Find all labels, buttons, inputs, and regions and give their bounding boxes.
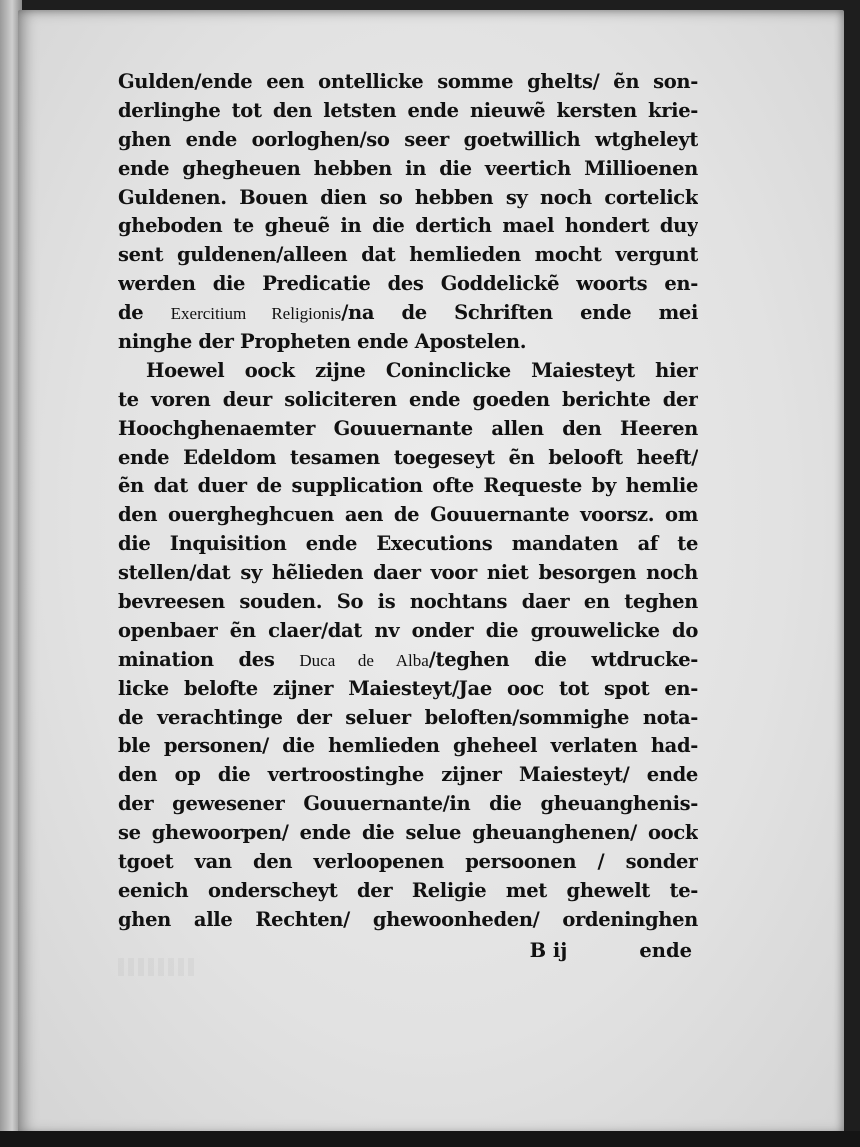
blackletter-segment: Guldenen. Bouen dien so hebben sy noch cortelick bbox=[118, 185, 698, 209]
blackletter-segment: tgoet van den verloopenen persoonen / sonder bbox=[118, 850, 698, 874]
blackletter-segment: Gulden/ende een ontellicke somme ghelts/ ẽn son- bbox=[118, 70, 698, 93]
blackletter-segment: ende ghegheuen hebben in die veertich Millioenen bbox=[118, 156, 698, 180]
text-line bbox=[118, 848, 698, 877]
text-line bbox=[118, 472, 698, 501]
blackletter-segment: Hoewel oock zijne Coninclicke Maiesteyt hier bbox=[146, 358, 698, 382]
text-line bbox=[118, 97, 698, 126]
text-line bbox=[118, 675, 698, 704]
blackletter-segment: /teghen die wtdrucke- bbox=[428, 647, 698, 671]
blackletter-segment: sent guldenen/alleen dat hemlieden mocht vergunt bbox=[118, 243, 698, 267]
text-line bbox=[118, 790, 698, 819]
blackletter-segment: de verachtinge der seluer beloften/sommighe nota- bbox=[118, 705, 698, 729]
text-line bbox=[118, 357, 698, 386]
blackletter-segment: der gewesener Gouuernante/in die gheuanghenis- bbox=[118, 792, 698, 816]
text-line bbox=[118, 155, 698, 184]
text-line bbox=[118, 212, 698, 241]
text-line bbox=[118, 386, 698, 415]
text-line bbox=[118, 184, 698, 213]
roman-type-segment: Duca de Alba bbox=[299, 650, 429, 670]
text-line bbox=[118, 819, 698, 848]
blackletter-segment: ende Edeldom tesamen toegeseyt ẽn belooft heeft/ bbox=[118, 445, 698, 469]
text-line bbox=[118, 126, 698, 155]
blackletter-segment: ninghe der Propheten ende Apostelen. bbox=[118, 330, 527, 354]
signature-mark: B ij bbox=[529, 938, 568, 962]
text-line bbox=[118, 415, 698, 444]
scan-bottom-shadow bbox=[0, 1131, 860, 1147]
blackletter-segment: de bbox=[118, 301, 171, 325]
text-line bbox=[118, 906, 698, 935]
text-line bbox=[118, 241, 698, 270]
blackletter-segment: openbaer ẽn claer/dat nv onder die grouwelicke do bbox=[118, 618, 698, 642]
text-line bbox=[118, 588, 698, 617]
blackletter-segment: die Inquisition ende Executions mandaten af te bbox=[118, 532, 698, 556]
text-line bbox=[118, 732, 698, 761]
text-line bbox=[118, 559, 698, 588]
blackletter-segment: ble personen/ die hemlieden gheheel verlaten had- bbox=[118, 734, 698, 758]
blackletter-segment: stellen/dat sy hẽlieden daer voor niet besorgen noch bbox=[118, 561, 698, 585]
blackletter-segment: te voren deur soliciteren ende goeden berichte der bbox=[118, 387, 698, 411]
text-line bbox=[118, 328, 698, 357]
blackletter-segment: gheboden te gheuẽ in die dertich mael hondert duy bbox=[118, 214, 698, 238]
blackletter-segment: ghen alle Rechten/ ghewoonheden/ ordeninghen bbox=[118, 907, 698, 931]
blackletter-segment: ẽn dat duer de supplication ofte Requeste by hemlie bbox=[118, 474, 698, 498]
blackletter-segment: eenich onderscheyt der Religie met ghewelt te- bbox=[118, 878, 698, 902]
body-text bbox=[118, 68, 698, 966]
text-line bbox=[118, 877, 698, 906]
blackletter-segment: bevreesen souden. So is nochtans daer en teghen bbox=[118, 590, 698, 614]
roman-type-segment: Exercitium Religionis bbox=[170, 304, 342, 324]
blackletter-segment: den op die vertroostinghe zijner Maiesteyt/ ende bbox=[118, 763, 698, 787]
blackletter-segment: ghen ende oorloghen/so seer goetwillich wtgheleyt bbox=[118, 127, 698, 151]
text-line bbox=[118, 530, 698, 559]
text-line bbox=[118, 270, 698, 299]
signature-catchword-line bbox=[118, 937, 698, 966]
blackletter-segment: Hoochghenaemter Gouuernante allen den Heeren bbox=[118, 416, 698, 440]
text-line bbox=[118, 501, 698, 530]
blackletter-segment: derlinghe tot den letsten ende nieuwẽ kersten krie- bbox=[118, 98, 698, 122]
text-line bbox=[118, 299, 698, 328]
text-line bbox=[118, 68, 698, 97]
text-line bbox=[118, 646, 698, 675]
blackletter-segment: mination des bbox=[118, 647, 300, 671]
blackletter-segment: se ghewoorpen/ ende die selue gheuanghenen/ oock bbox=[118, 821, 698, 845]
catchword: ende bbox=[639, 938, 692, 962]
text-line bbox=[118, 444, 698, 473]
text-line bbox=[118, 617, 698, 646]
blackletter-segment: werden die Predicatie des Goddelickẽ woorts en- bbox=[118, 272, 698, 296]
blackletter-segment: licke belofte zijner Maiesteyt/Jae ooc tot spot en- bbox=[118, 676, 698, 700]
text-line bbox=[118, 704, 698, 733]
text-line bbox=[118, 761, 698, 790]
blackletter-segment: /na de Schriften ende mei bbox=[341, 301, 698, 325]
blackletter-segment: den ouergheghcuen aen de Gouuernante voorsz. om bbox=[118, 503, 698, 527]
